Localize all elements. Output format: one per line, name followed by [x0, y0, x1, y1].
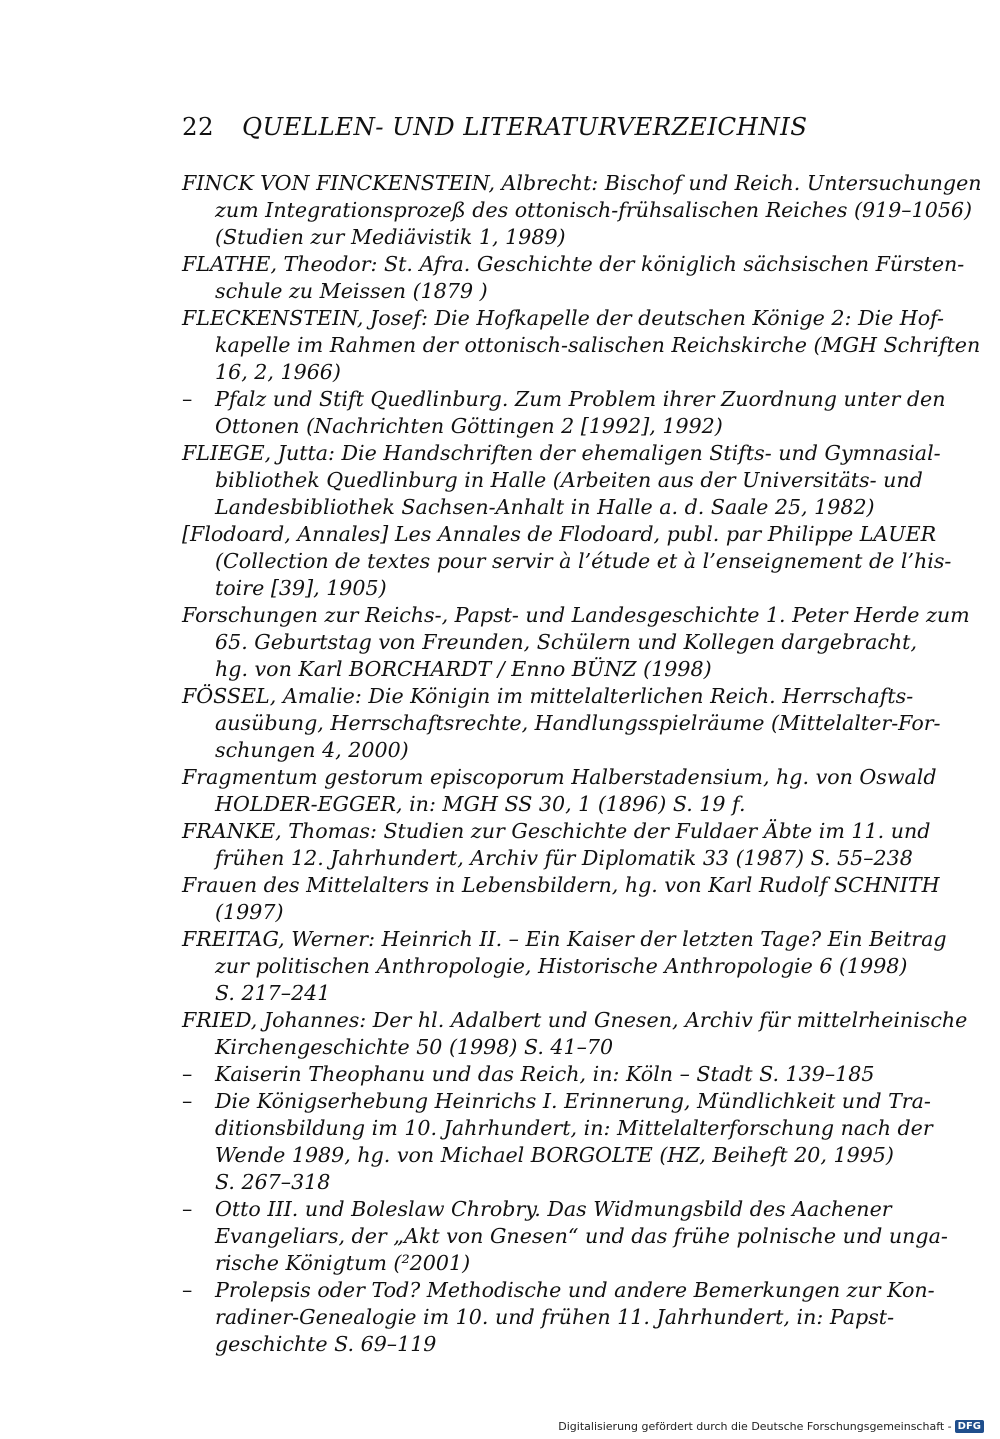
footer-text: Digitalisierung gefördert durch die Deutsche Forschungsgemeinschaft - — [558, 1420, 952, 1433]
entry-line: 16, 2, 1966) — [215, 360, 341, 384]
entry-line: ditionsbildung im 10. Jahrhundert, in: Mittelalterforschung nach der — [215, 1116, 933, 1140]
bibliography-entry — [182, 1061, 875, 1088]
entry-line: kapelle im Rahmen der ottonisch-salischen Reichskirche (MGH Schriften — [215, 333, 981, 357]
entry-line: geschichte S. 69–119 — [215, 1332, 437, 1356]
entry-line: Wende 1989, hg. von Michael BORGOLTE (HZ, Beiheft 20, 1995) — [215, 1143, 894, 1167]
entry-line: zum Integrationsprozeß des ottonisch-frühsalischen Reiches (919–1056) — [215, 198, 973, 222]
bibliography-entry — [182, 440, 941, 521]
entry-dash: – — [182, 1197, 193, 1221]
entry-line: Frauen des Mittelalters in Lebensbildern, hg. von Karl Rudolf SCHNITH — [182, 873, 940, 897]
entry-line: radiner-Genealogie im 10. und frühen 11. Jahrhundert, in: Papst- — [215, 1305, 895, 1329]
bibliography-list — [182, 170, 982, 1358]
dfg-logo: DFG — [955, 1420, 984, 1433]
entry-line: (Collection de textes pour servir à l’étude et à l’enseignement de l’his- — [215, 549, 952, 573]
entry-line: frühen 12. Jahrhundert, Archiv für Diplomatik 33 (1987) S. 55–238 — [215, 846, 913, 870]
entry-line: Landesbibliothek Sachsen-Anhalt in Halle a. d. Saale 25, 1982) — [215, 495, 875, 519]
entry-line: FRIED, Johannes: Der hl. Adalbert und Gnesen, Archiv für mittelrheinische — [182, 1008, 968, 1032]
entry-line: rische Königtum (²2001) — [215, 1251, 471, 1275]
entry-line: Otto III. und Boleslaw Chrobry. Das Widmungsbild des Aachener — [215, 1197, 892, 1221]
bibliography-entry — [182, 683, 941, 764]
entry-line: schungen 4, 2000) — [215, 738, 409, 762]
entry-dash: – — [182, 1278, 193, 1302]
entry-line: (1997) — [215, 900, 284, 924]
bibliography-entry — [182, 1196, 948, 1277]
bibliography-entry — [182, 818, 931, 872]
page-number: 22 — [182, 112, 214, 141]
bibliography-entry — [182, 386, 946, 440]
entry-line: Ottonen (Nachrichten Göttingen 2 [1992], 1992) — [215, 414, 723, 438]
bibliography-entry — [182, 521, 952, 602]
entry-dash: – — [182, 387, 193, 411]
entry-line: toire [39], 1905) — [215, 576, 387, 600]
entry-line: FINCK VON FINCKENSTEIN, Albrecht: Bischof und Reich. Untersuchungen — [182, 171, 982, 195]
bibliography-entry — [182, 170, 982, 251]
entry-line: Pfalz und Stift Quedlinburg. Zum Problem ihrer Zuordnung unter den — [215, 387, 946, 411]
running-title: QUELLEN- UND LITERATURVERZEICHNIS — [242, 112, 808, 141]
page-header — [182, 112, 807, 141]
entry-line: bibliothek Quedlinburg in Halle (Arbeiten aus der Universitäts- und — [215, 468, 923, 492]
entry-line: Die Königserhebung Heinrichs I. Erinnerung, Mündlichkeit und Tra- — [215, 1089, 931, 1113]
bibliography-entry — [182, 1007, 968, 1061]
entry-line: S. 217–241 — [215, 981, 331, 1005]
entry-line: FRANKE, Thomas: Studien zur Geschichte der Fuldaer Äbte im 11. und — [182, 819, 931, 843]
entry-line: (Studien zur Mediävistik 1, 1989) — [215, 225, 566, 249]
entry-line: FÖSSEL, Amalie: Die Königin im mittelalterlichen Reich. Herrschafts- — [182, 684, 914, 708]
entry-line: FLIEGE, Jutta: Die Handschriften der ehemaligen Stifts- und Gymnasial- — [182, 441, 941, 465]
entry-line: ausübung, Herrschaftsrechte, Handlungsspielräume (Mittelalter-For- — [215, 711, 941, 735]
entry-line: Fragmentum gestorum episcoporum Halberstadensium, hg. von Oswald — [182, 765, 937, 789]
entry-line: Kaiserin Theophanu und das Reich, in: Köln – Stadt S. 139–185 — [215, 1062, 875, 1086]
bibliography-entry — [182, 764, 937, 818]
bibliography-entry — [182, 251, 965, 305]
entry-line: Kirchengeschichte 50 (1998) S. 41–70 — [215, 1035, 614, 1059]
entry-line: 65. Geburtstag von Freunden, Schülern und Kollegen dargebracht, — [215, 630, 917, 654]
bibliography-entry — [182, 602, 970, 683]
bibliography-entry — [182, 305, 981, 386]
bibliography-entry — [182, 926, 947, 1007]
entry-line: hg. von Karl BORCHARDT / Enno BÜNZ (1998) — [215, 657, 712, 681]
entry-line: zur politischen Anthropologie, Historische Anthropologie 6 (1998) — [215, 954, 908, 978]
entry-line: FREITAG, Werner: Heinrich II. – Ein Kaiser der letzten Tage? Ein Beitrag — [182, 927, 947, 951]
entry-line: FLECKENSTEIN, Josef: Die Hofkapelle der deutschen Könige 2: Die Hof- — [182, 306, 945, 330]
footer-credit — [558, 1420, 984, 1433]
entry-line: schule zu Meissen (1879 ) — [215, 279, 488, 303]
entry-dash: – — [182, 1062, 193, 1086]
entry-line: HOLDER-EGGER, in: MGH SS 30, 1 (1896) S. 19 f. — [215, 792, 746, 816]
bibliography-entry — [182, 1277, 935, 1358]
entry-line: [Flodoard, Annales] Les Annales de Flodoard, publ. par Philippe LAUER — [182, 522, 937, 546]
bibliography-entry — [182, 1088, 933, 1196]
entry-line: Prolepsis oder Tod? Methodische und andere Bemerkungen zur Kon- — [215, 1278, 935, 1302]
bibliography-entry — [182, 872, 940, 926]
entry-line: S. 267–318 — [215, 1170, 331, 1194]
entry-line: FLATHE, Theodor: St. Afra. Geschichte der königlich sächsischen Fürsten- — [182, 252, 965, 276]
entry-line: Forschungen zur Reichs-, Papst- und Landesgeschichte 1. Peter Herde zum — [182, 603, 970, 627]
entry-dash: – — [182, 1089, 193, 1113]
entry-line: Evangeliars, der „Akt von Gnesen“ und das frühe polnische und unga- — [215, 1224, 948, 1248]
